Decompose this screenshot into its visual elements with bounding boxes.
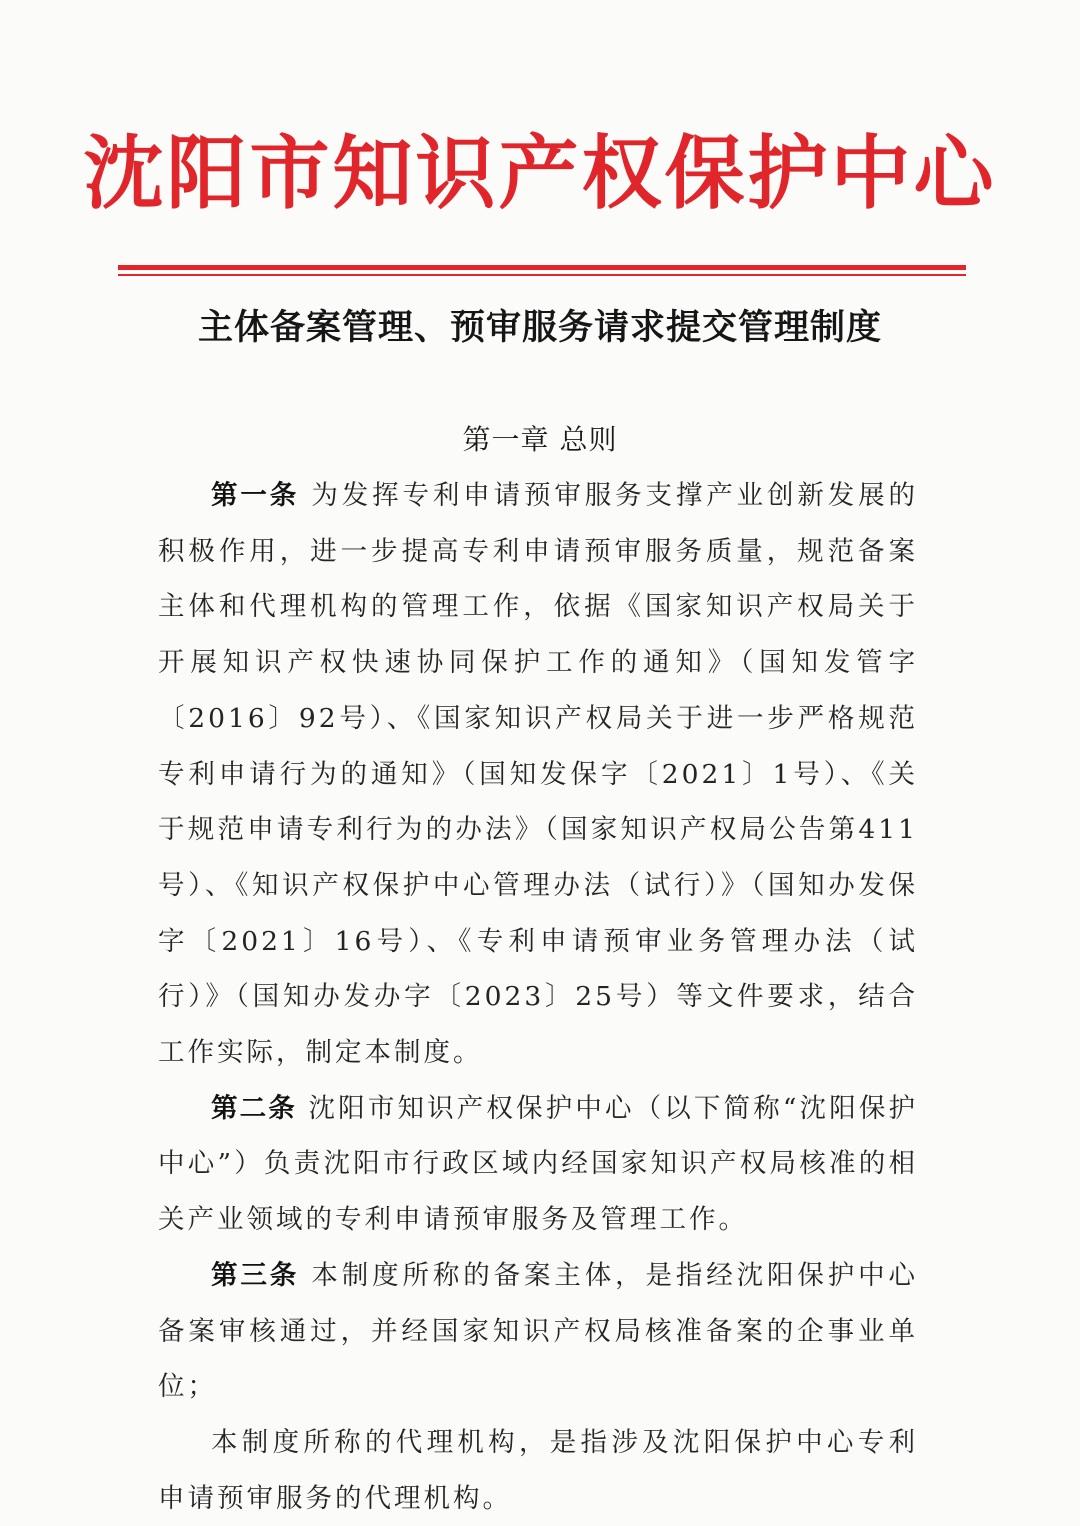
header-divider-thick <box>118 265 966 270</box>
article-2 <box>158 1081 918 1248</box>
header-divider-thin <box>118 274 966 276</box>
article-3 <box>158 1248 918 1415</box>
document-title: 主体备案管理、预审服务请求提交管理制度 <box>197 307 882 348</box>
article-text: 为发挥专利申请预审服务支撑产业创新发展的积极作用，进一步提高专利申请预审服务质量，规范备案主体和代理机构的管理工作，依据《国家知识产权局关于开展知识产权快速协同保护工作的通知》（国知发管字〔2016〕92号）、《国家知识产权局关于进一步严格规范专利申请行为的通知》（国知发保字〔2021〕1号）、《关于规范申请专利行为的办法》（国家知识产权局公告第411号）、《知识产权保护中心管理办法（试行）》（国知办发保字〔2021〕16号）、《专利申请预审业务管理办法（试行）》（国知办发办字〔2023〕25号）等文件要求，结合工作实际，制定本制度。 <box>158 480 918 1069</box>
document-body <box>158 468 918 1526</box>
chapter-heading: 第一章 总则 <box>462 423 618 456</box>
article-1 <box>158 468 918 1081</box>
article-text: 沈阳市知识产权保护中心（以下简称“沈阳保护中心”）负责沈阳市行政区域内经国家知识产权局核准的相关产业领域的专利申请预审服务及管理工作。 <box>158 1092 919 1236</box>
article-text: 本制度所称的代理机构，是指涉及沈阳保护中心专利申请预审服务的代理机构。 <box>158 1426 918 1514</box>
article-label: 第一条 <box>211 480 300 511</box>
article-text: 本制度所称的备案主体，是指经沈阳保护中心备案审核通过，并经国家知识产权局核准备案的企事业单位； <box>158 1259 918 1403</box>
org-header-title: 沈阳市知识产权保护中心 <box>83 127 997 220</box>
article-3-continuation <box>158 1415 918 1526</box>
article-label: 第三条 <box>211 1259 300 1291</box>
article-label: 第二条 <box>211 1092 297 1124</box>
